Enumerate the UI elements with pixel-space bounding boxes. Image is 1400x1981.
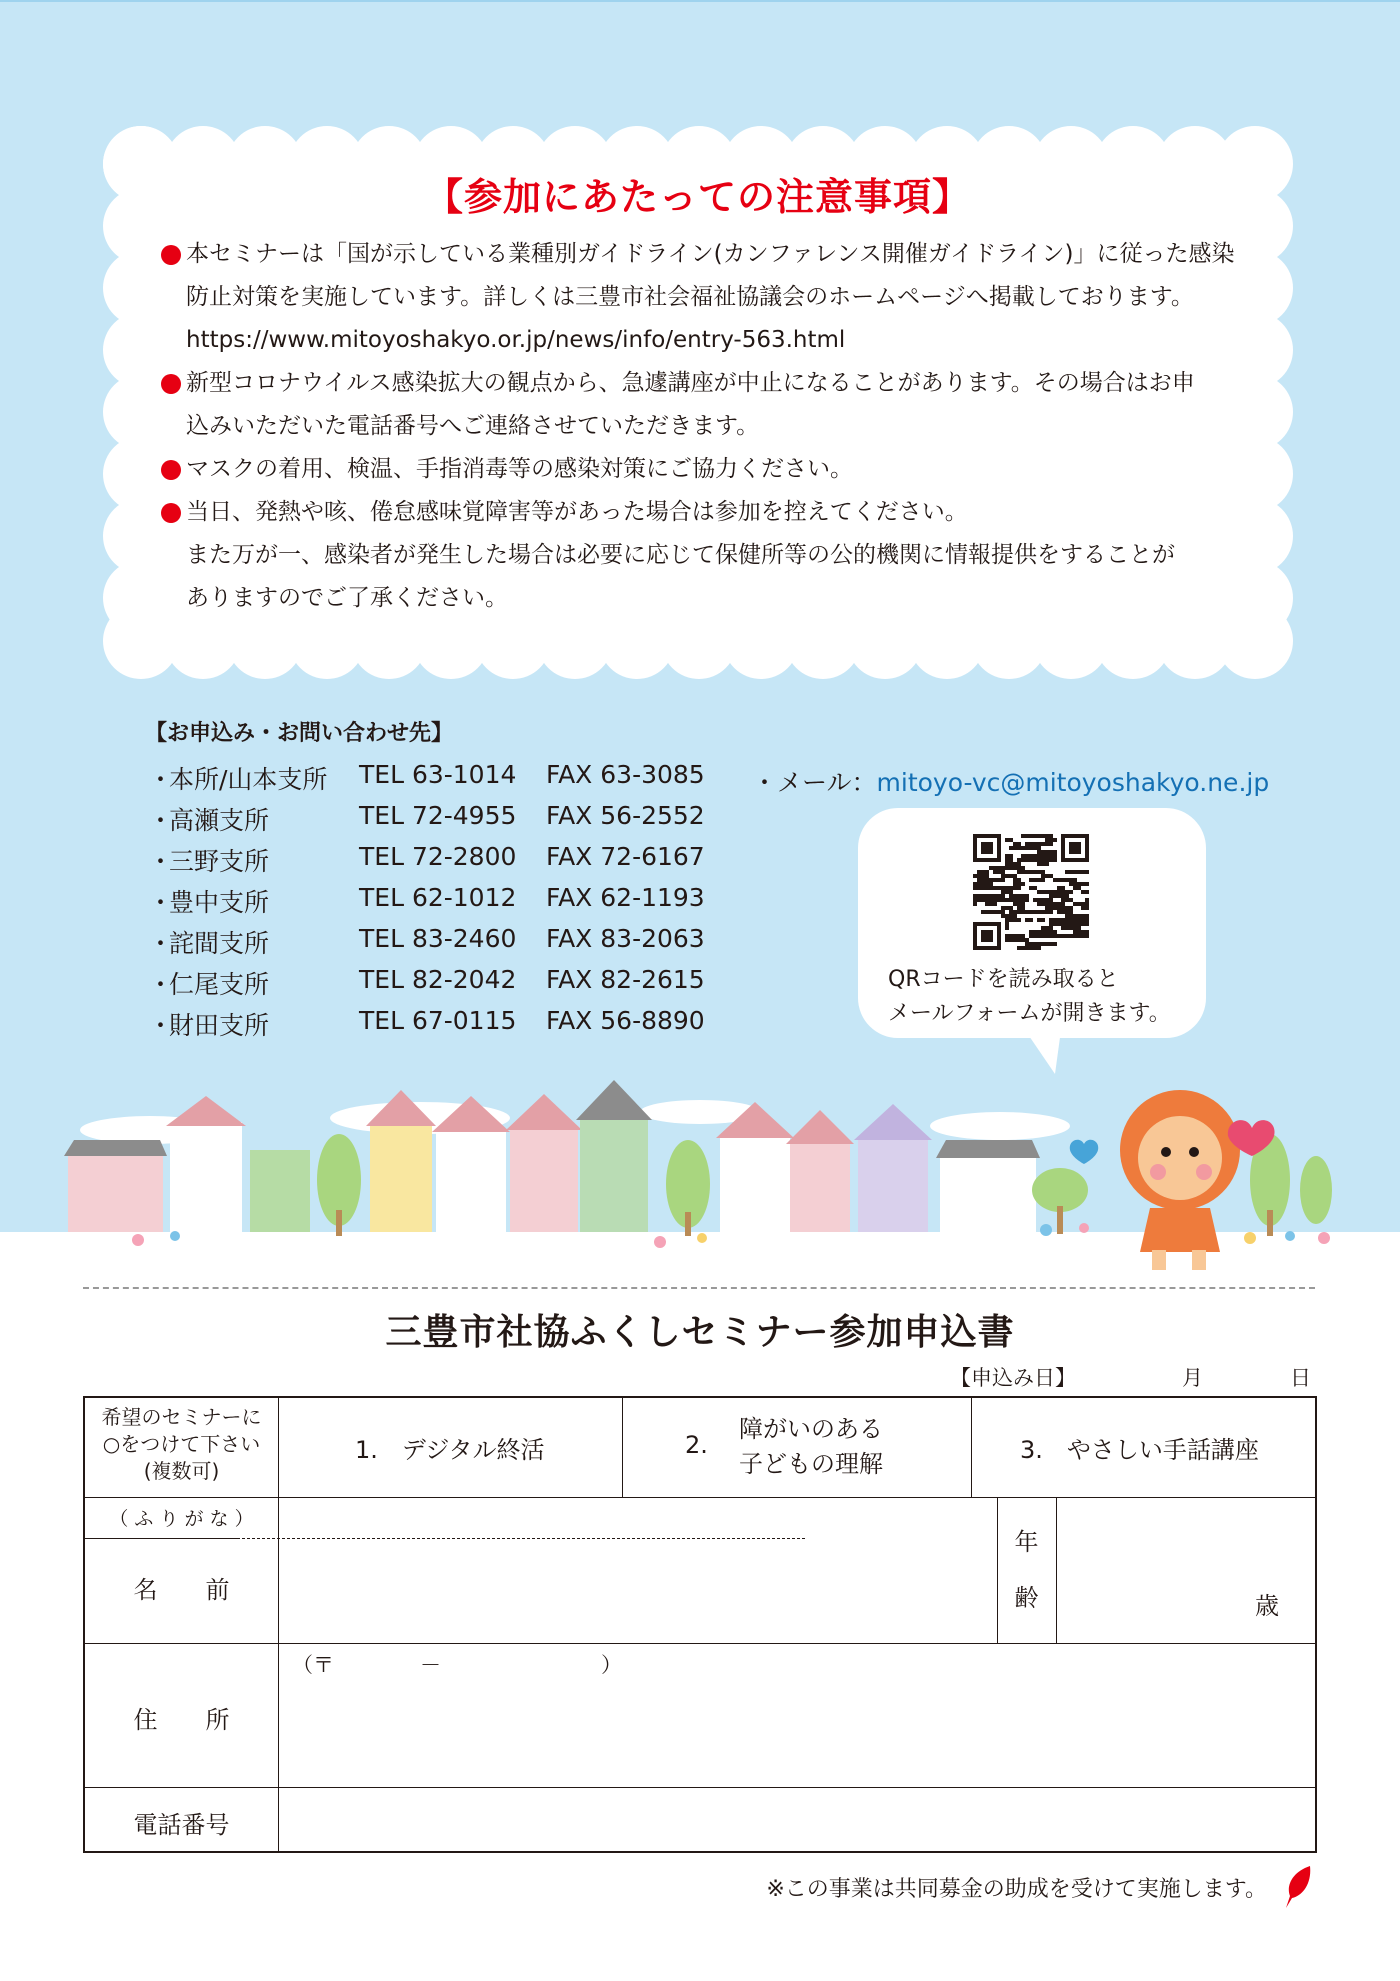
address-label: 住 所 [133, 1706, 230, 1734]
qr-caption: QRコードを読み取ると メールフォームが開きます。 [888, 967, 1171, 1026]
office-fax: FAX 72-6167 [546, 842, 705, 871]
notice-line: 当日、発熱や咳、倦怠感味覚障害等があった場合は参加を控えてください。 [186, 499, 968, 525]
notice-line: 防止対策を実施しています。詳しくは三豊市社会福祉協議会のホームページへ掲載しております。 [186, 284, 1194, 310]
notice-line: 本セミナーは「国が示している業種別ガイドライン(カンファレンス開催ガイドライン)」に従った感染 [186, 241, 1235, 267]
office-name: 本所/山本支所 [169, 765, 328, 794]
notice-line: https://www.mitoyoshakyo.or.jp/news/info/entry-563.html [186, 327, 846, 353]
qr-code-icon[interactable] [973, 834, 1089, 950]
mail-label: ・メール： [752, 768, 877, 797]
postal-open: （〒 [292, 1653, 334, 1677]
furigana-label: （ ふ り が な ） [109, 1508, 254, 1530]
office-name: 仁尾支所 [169, 970, 270, 999]
office-bullet: ・ [148, 806, 174, 835]
seminar-option-2-number[interactable]: 2. [685, 1431, 708, 1459]
notice-list [161, 233, 1251, 620]
office-tel: TEL 83-2460 [359, 924, 517, 953]
contact-heading: 【お申込み・お問い合わせ先】 [145, 721, 454, 746]
age-label-bottom: 齢 [1014, 1584, 1039, 1612]
red-feather-icon [1282, 1864, 1316, 1910]
office-fax: FAX 62-1193 [546, 883, 705, 912]
office-tel: TEL 72-4955 [359, 801, 517, 830]
phone-label: 電話番号 [133, 1811, 230, 1839]
red-bullet-icon [161, 503, 181, 523]
phone-field[interactable] [278, 1788, 1315, 1851]
notice-line: 新型コロナウイルス感染拡大の観点から、急遽講座が中止になることがあります。その場合はお申 [186, 370, 1195, 396]
office-name: 豊中支所 [169, 888, 270, 917]
postal-dash: － [420, 1653, 441, 1677]
seminar-choice-label: 希望のセミナーに ○をつけて下さい (複数可) [101, 1405, 262, 1483]
age-unit: 歳 [1255, 1592, 1279, 1620]
address-field[interactable] [278, 1644, 1315, 1787]
office-tel: TEL 72-2800 [359, 842, 517, 871]
application-form [83, 1396, 1317, 1853]
notice-line: また万が一、感染者が発生した場合は必要に応じて保健所等の公的機関に情報提供をすることが [186, 542, 1175, 568]
notice-item [161, 362, 1251, 448]
office-bullet: ・ [148, 888, 174, 917]
office-bullet: ・ [148, 847, 174, 876]
name-field[interactable] [278, 1539, 997, 1643]
notice-line: マスクの着用、検温、手指消毒等の感染対策にご協力ください。 [186, 456, 853, 482]
office-fax: FAX 82-2615 [546, 965, 705, 994]
seminar-option-3[interactable]: 3. やさしい手話講座 [1020, 1436, 1259, 1464]
notice-line: 込みいただいた電話番号へご連絡させていただきます。 [186, 413, 760, 439]
office-bullet: ・ [148, 765, 174, 794]
date-month[interactable]: 月 [1182, 1366, 1203, 1390]
notice-item [161, 491, 1251, 620]
postal-close: ） [601, 1653, 622, 1677]
name-label: 名 前 [133, 1576, 230, 1604]
cut-line [83, 1287, 1315, 1289]
furigana-field[interactable] [278, 1498, 997, 1538]
office-name: 財田支所 [169, 1011, 270, 1040]
red-bullet-icon [161, 245, 181, 265]
office-fax: FAX 63-3085 [546, 760, 705, 789]
office-name: 詫間支所 [169, 929, 270, 958]
notice-cloud-box [103, 126, 1293, 679]
office-tel: TEL 62-1012 [359, 883, 517, 912]
notice-title: 【参加にあたっての注意事項】 [424, 175, 971, 219]
office-bullet: ・ [148, 1011, 174, 1040]
contact-section [140, 716, 453, 747]
office-fax: FAX 56-2552 [546, 801, 705, 830]
red-bullet-icon [161, 460, 181, 480]
seminar-option-1[interactable]: 1. デジタル終活 [355, 1436, 545, 1464]
office-tel: TEL 67-0115 [359, 1006, 517, 1035]
office-fax: FAX 83-2063 [546, 924, 705, 953]
office-fax: FAX 56-8890 [546, 1006, 705, 1035]
office-name: 高瀬支所 [169, 806, 270, 835]
seminar-option-2[interactable]: 障がいのある 子どもの理解 [739, 1415, 883, 1478]
date-label: 【申込み日】 [950, 1366, 1076, 1390]
form-title: 三豊市社協ふくしセミナー参加申込書 [385, 1312, 1015, 1353]
mail-line [752, 763, 1269, 799]
office-bullet: ・ [148, 929, 174, 958]
notice-item [161, 448, 1251, 491]
red-bullet-icon [161, 374, 181, 394]
office-name: 三野支所 [169, 847, 270, 876]
notice-item [161, 233, 1251, 362]
houses [64, 1080, 1040, 1232]
footer-note: ※この事業は共同募金の助成を受けて実施します。 [766, 1877, 1267, 1902]
notice-line: ありますのでご了承ください。 [186, 585, 508, 611]
mascot-character [1070, 1090, 1275, 1270]
townscape-illustration [0, 1040, 1400, 1280]
age-label-top: 年 [1014, 1528, 1039, 1556]
mail-address-link[interactable]: mitoyo-vc@mitoyoshakyo.ne.jp [876, 768, 1270, 797]
age-field[interactable] [1057, 1498, 1252, 1643]
office-tel: TEL 82-2042 [359, 965, 517, 994]
office-bullet: ・ [148, 970, 174, 999]
office-tel: TEL 63-1014 [359, 760, 517, 789]
date-day[interactable]: 日 [1290, 1366, 1311, 1390]
